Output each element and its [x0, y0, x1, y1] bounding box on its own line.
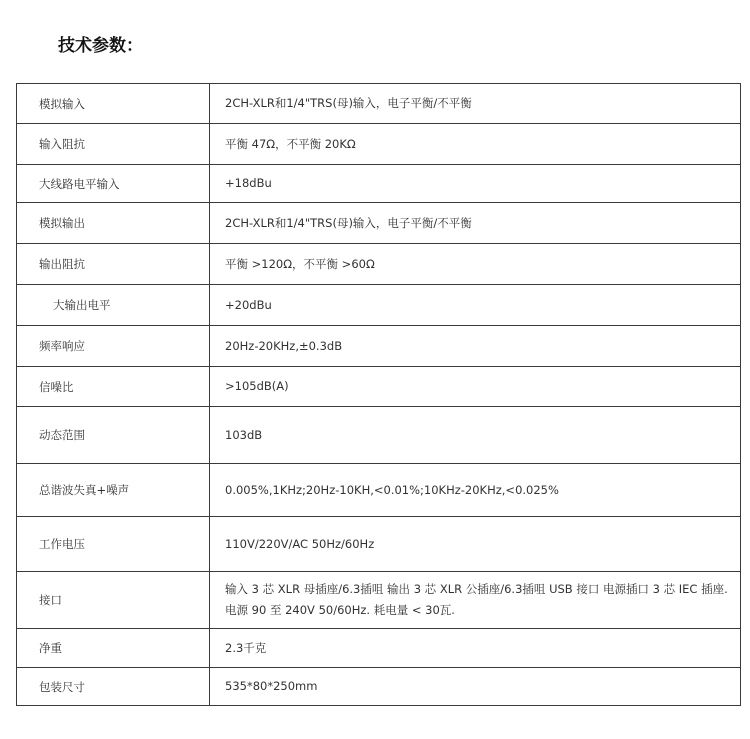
- table-row: [17, 629, 741, 668]
- table-row: [17, 572, 741, 629]
- table-row: [17, 668, 741, 706]
- row-label: 大线路电平输入: [17, 165, 210, 203]
- row-value: 0.005%,1KHz;20Hz-10KH,<0.01%;10KHz-20KHz,<0.025%: [210, 464, 741, 517]
- row-value: 2CH-XLR和1/4"TRS(母)输入，电子平衡/不平衡: [210, 203, 741, 244]
- row-value: +18dBu: [210, 165, 741, 203]
- row-value: 2CH-XLR和1/4"TRS(母)输入，电子平衡/不平衡: [210, 84, 741, 124]
- row-label: 动态范围: [17, 407, 210, 464]
- table-row: [17, 124, 741, 165]
- row-label: 模拟输出: [17, 203, 210, 244]
- row-value: 103dB: [210, 407, 741, 464]
- row-value: 110V/220V/AC 50Hz/60Hz: [210, 517, 741, 572]
- row-value: >105dB(A): [210, 367, 741, 407]
- table-row: [17, 367, 741, 407]
- row-value: 20Hz-20KHz,±0.3dB: [210, 326, 741, 367]
- row-label: 包装尺寸: [17, 668, 210, 706]
- row-value: 535*80*250mm: [210, 668, 741, 706]
- table-row: [17, 464, 741, 517]
- row-value: 输入 3 芯 XLR 母插座/6.3插咀 输出 3 芯 XLR 公插座/6.3插咀 USB 接口 电源插口 3 芯 IEC 插座. 电源 90 至 240V 50/60Hz. 耗电量 < 30瓦.: [210, 572, 741, 629]
- row-label: 输入阻抗: [17, 124, 210, 165]
- row-label: 接口: [17, 572, 210, 629]
- row-label: 工作电压: [17, 517, 210, 572]
- row-value: 2.3千克: [210, 629, 741, 668]
- row-value: 平衡 47Ω，不平衡 20KΩ: [210, 124, 741, 165]
- spec-table: [16, 83, 741, 706]
- row-label: 模拟输入: [17, 84, 210, 124]
- table-row: [17, 285, 741, 326]
- table-row: [17, 165, 741, 203]
- row-label: 输出阻抗: [17, 244, 210, 285]
- row-label: 频率响应: [17, 326, 210, 367]
- row-label: 净重: [17, 629, 210, 668]
- row-value: +20dBu: [210, 285, 741, 326]
- table-row: [17, 407, 741, 464]
- table-row: [17, 326, 741, 367]
- row-value: 平衡 >120Ω，不平衡 >60Ω: [210, 244, 741, 285]
- table-row: [17, 244, 741, 285]
- row-label: 信噪比: [17, 367, 210, 407]
- table-row: [17, 517, 741, 572]
- table-row: [17, 203, 741, 244]
- row-label: 大输出电平: [17, 285, 210, 326]
- page-title: 技术参数：: [58, 36, 143, 56]
- row-label: 总谐波失真+噪声: [17, 464, 210, 517]
- table-row: [17, 84, 741, 124]
